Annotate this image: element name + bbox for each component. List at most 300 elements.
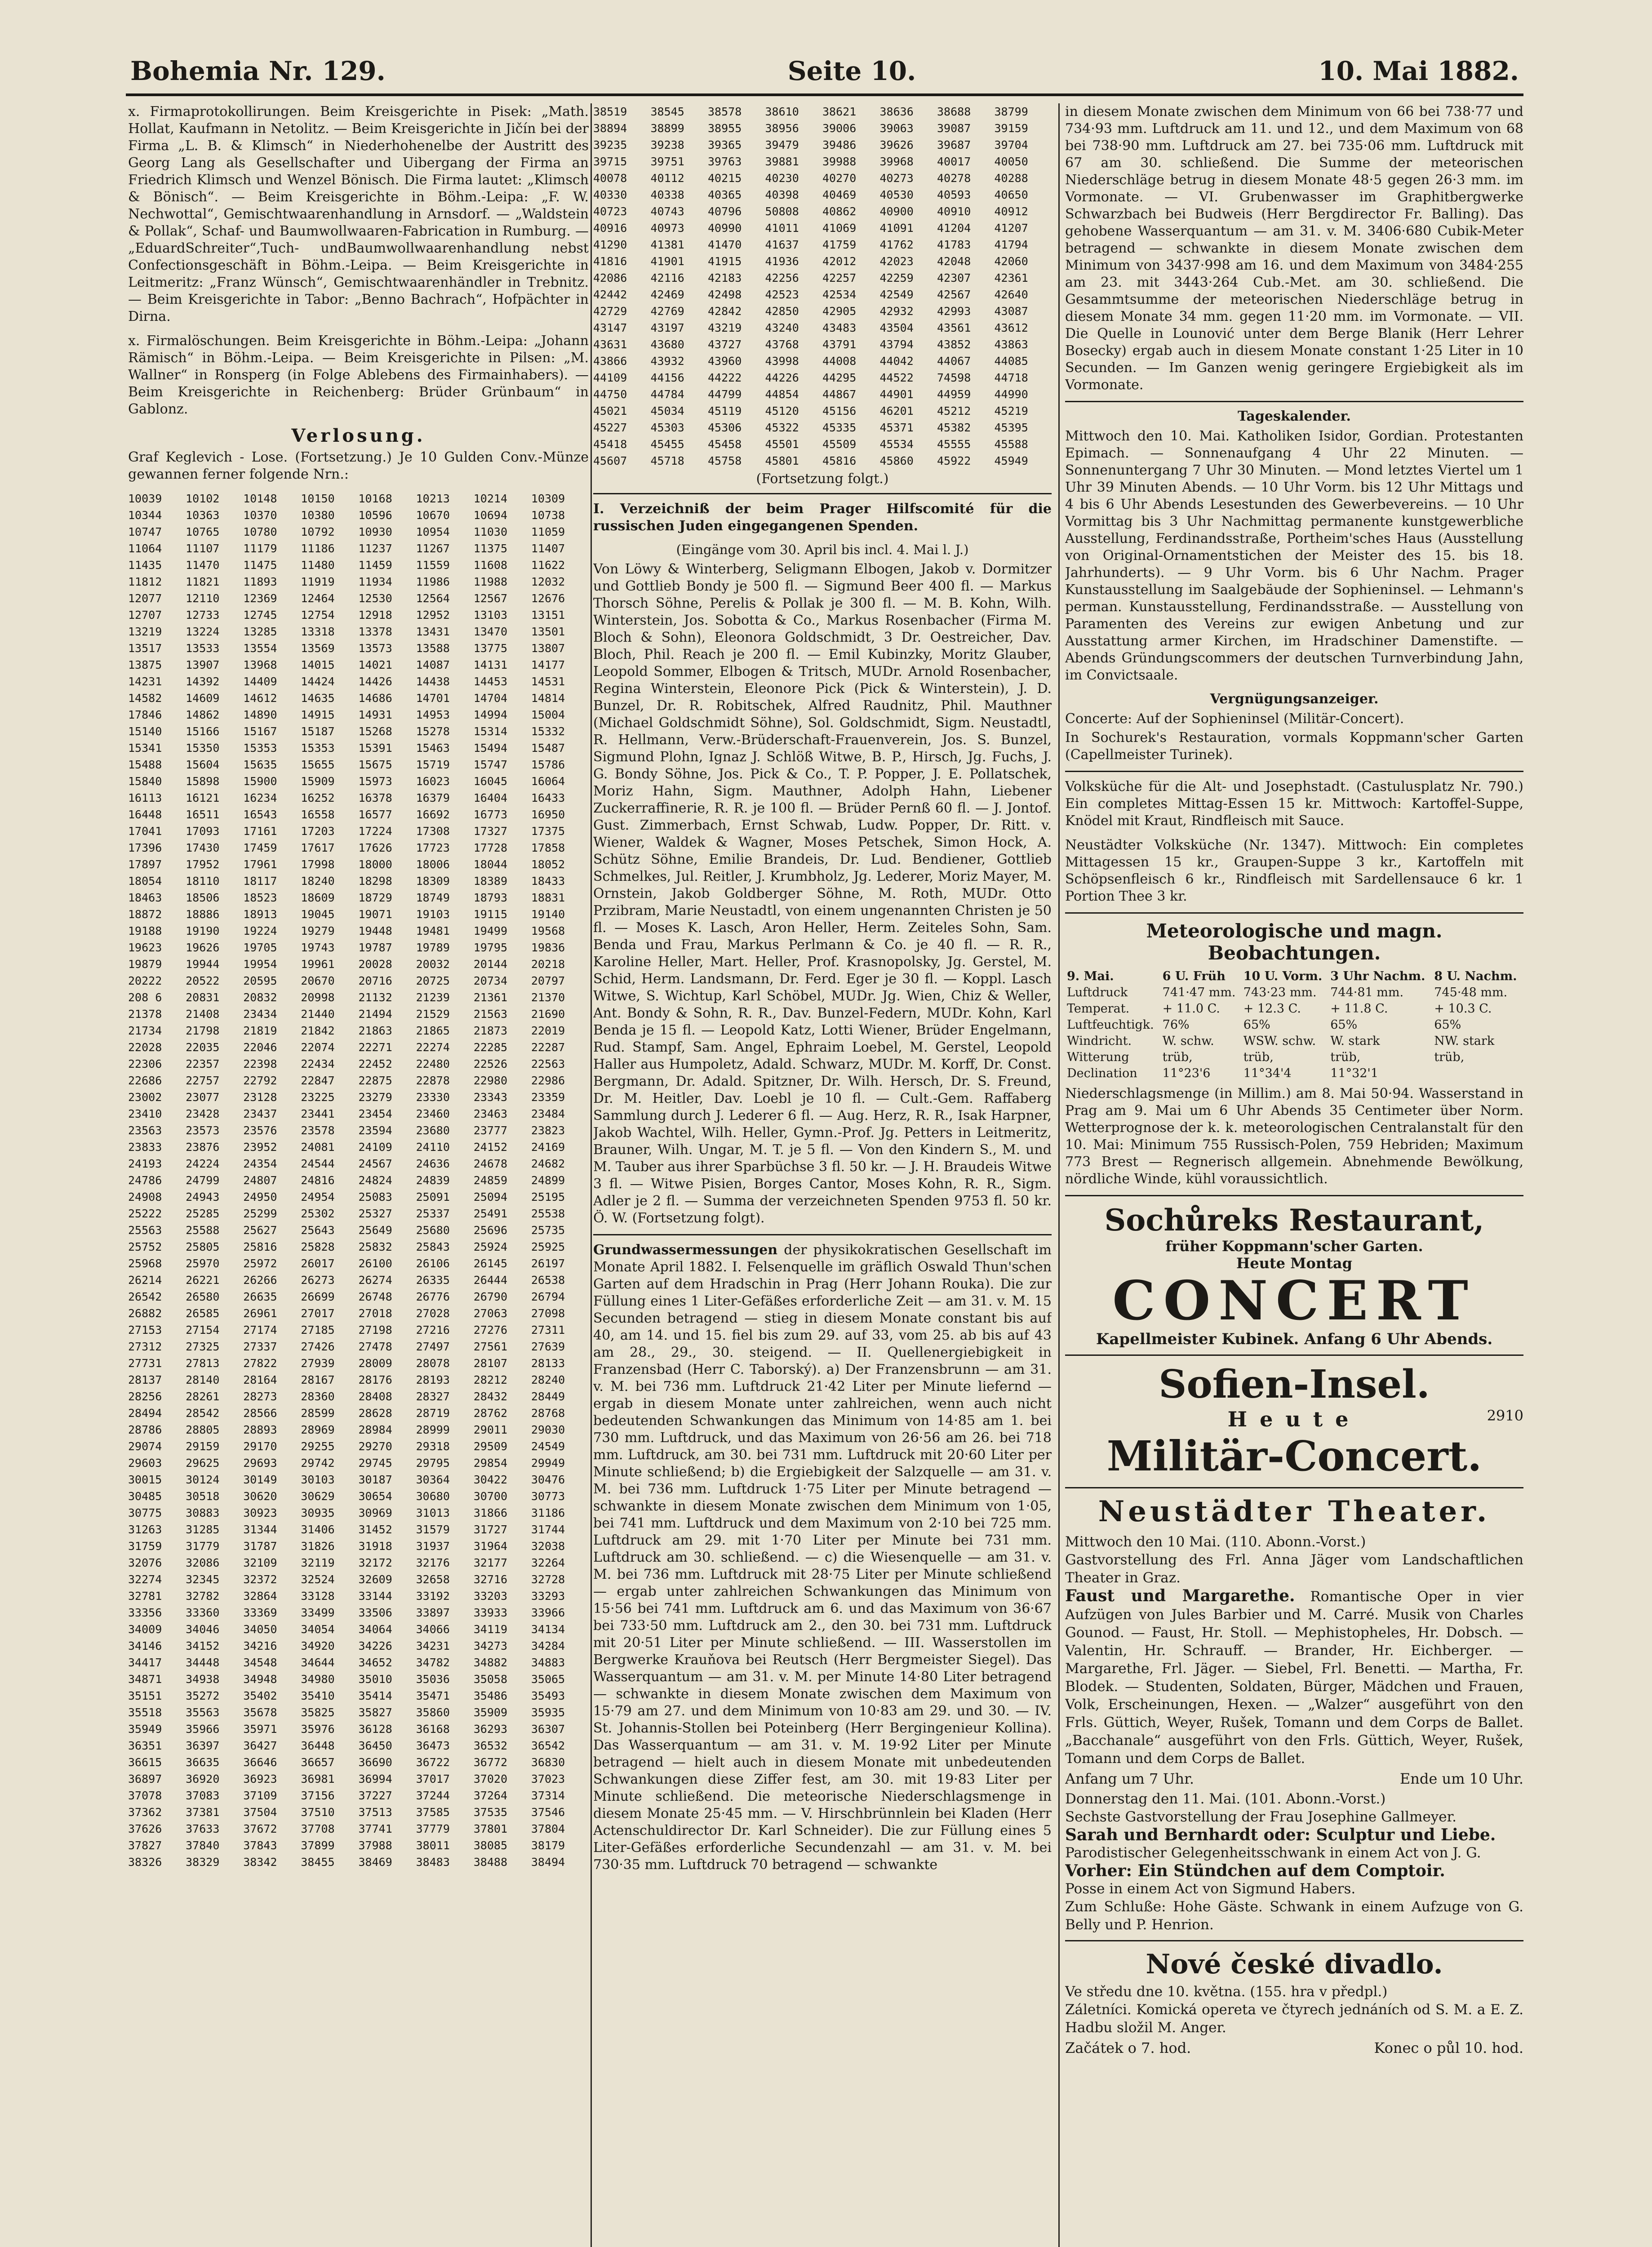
lottery-number: 34920 (301, 1639, 335, 1652)
lottery-number: 40973 (650, 222, 684, 235)
lottery-number: 21819 (243, 1024, 277, 1037)
lottery-number: 27198 (358, 1323, 392, 1337)
lottery-number: 30654 (358, 1490, 392, 1503)
page-number: Seite 10. (787, 55, 916, 86)
lottery-number: 23594 (358, 1124, 392, 1137)
lottery-number: 27017 (301, 1307, 335, 1320)
lottery-number: 44799 (708, 388, 742, 401)
lottery-number: 34871 (128, 1673, 162, 1686)
lottery-number: 36532 (473, 1739, 508, 1752)
lottery-number: 28494 (128, 1407, 162, 1420)
lottery-number: 42307 (937, 271, 971, 284)
lottery-number: 38894 (593, 122, 627, 135)
lottery-number: 36646 (243, 1756, 277, 1769)
lottery-number: 32086 (186, 1556, 220, 1569)
theatre-guest: Gastvorstellung des Frl. Anna Jäger vom Landschaftlichen Theater in Graz. (1065, 1552, 1523, 1586)
lottery-number: 14426 (358, 675, 392, 688)
issue-number: Bohemia Nr. 129. (130, 55, 386, 86)
meteorology-row (1065, 1049, 1523, 1066)
lottery-number: 24807 (243, 1174, 277, 1187)
lottery-number: 19836 (531, 941, 565, 954)
lottery-number: 20028 (358, 958, 392, 971)
lottery-number: 27153 (128, 1323, 162, 1337)
lottery-number: 39704 (994, 138, 1028, 151)
lottery-number: 17430 (186, 841, 220, 854)
lottery-number: 43197 (650, 321, 684, 334)
lottery-number: 29030 (531, 1423, 565, 1436)
lottery-number: 11059 (531, 525, 565, 538)
lottery-number: 24908 (128, 1190, 162, 1203)
lottery-number: 18052 (531, 858, 565, 871)
section-rule (1065, 912, 1523, 914)
lottery-number: 35935 (531, 1706, 565, 1719)
lottery-number: 45034 (650, 404, 684, 417)
lottery-number: 42012 (822, 255, 857, 268)
lottery-number: 32038 (531, 1540, 565, 1553)
lottery-number: 44295 (822, 371, 857, 384)
lottery-number: 21440 (301, 1008, 335, 1021)
lottery-number: 25968 (128, 1257, 162, 1270)
lottery-number: 39881 (765, 155, 799, 168)
lottery-number: 39486 (822, 138, 857, 151)
lottery-number: 22434 (301, 1057, 335, 1070)
lottery-number: 13875 (128, 658, 162, 671)
lottery-number: 41915 (708, 255, 742, 268)
lottery-number: 19071 (358, 908, 392, 921)
lottery-number: 17396 (128, 841, 162, 854)
lottery-number: 40910 (937, 205, 971, 218)
lottery-number: 34009 (128, 1623, 162, 1636)
lottery-number: 34050 (243, 1623, 277, 1636)
lottery-number: 27028 (416, 1307, 450, 1320)
lottery-number: 17161 (243, 825, 277, 838)
czech-theatre-end: Konec o půl 10. hod. (1374, 2039, 1523, 2056)
lottery-number: 39159 (994, 122, 1028, 135)
lottery-number: 37804 (531, 1822, 565, 1835)
section-rule (1065, 1487, 1523, 1488)
lottery-number: 44222 (708, 371, 742, 384)
lottery-number: 25285 (186, 1207, 220, 1220)
lottery-title: Verlosung. (291, 425, 426, 446)
lottery-number: 29603 (128, 1457, 162, 1470)
lottery-number: 45501 (765, 438, 799, 451)
lottery-number: 25970 (186, 1257, 220, 1270)
column-3 (1065, 103, 1523, 2247)
lottery-number: 26748 (358, 1290, 392, 1303)
lottery-number: 42842 (708, 305, 742, 318)
lottery-number: 12918 (358, 608, 392, 622)
lottery-number: 21370 (531, 991, 565, 1004)
lottery-number: 36615 (128, 1756, 162, 1769)
lottery-number: 25696 (473, 1224, 508, 1237)
lottery-number: 22074 (301, 1041, 335, 1054)
section-rule (1065, 401, 1523, 402)
lottery-number: 37381 (186, 1806, 220, 1819)
lottery-number: 26145 (473, 1257, 508, 1270)
lottery-number: 26961 (243, 1307, 277, 1320)
lottery-number: 42060 (994, 255, 1028, 268)
lottery-number: 28408 (358, 1390, 392, 1403)
lottery-number: 43219 (708, 321, 742, 334)
lottery-number: 10954 (416, 525, 450, 538)
lottery-number: 44008 (822, 355, 857, 368)
lottery-number: 23563 (128, 1124, 162, 1137)
lottery-number: 12110 (186, 592, 220, 605)
lottery-number: 34652 (358, 1656, 392, 1669)
lottery-number: 45371 (879, 421, 914, 434)
lottery-number: 43863 (994, 338, 1028, 351)
column-divider (591, 103, 592, 2247)
lottery-number: 15747 (473, 758, 508, 771)
meteorology-row (1065, 1033, 1523, 1049)
lottery-number: 34273 (473, 1639, 508, 1652)
lottery-number: 38955 (708, 122, 742, 135)
lottery-number: 18433 (531, 875, 565, 888)
lottery-number: 16773 (473, 808, 508, 821)
lottery-number: 17961 (243, 858, 277, 871)
lottery-number: 14015 (301, 658, 335, 671)
lottery-number: 27561 (473, 1340, 508, 1353)
lottery-number: 37362 (128, 1806, 162, 1819)
theatre-next-guest: Sechste Gastvorstellung der Frau Josephine Gallmeyer. (1065, 1809, 1457, 1825)
lottery-number: 34938 (186, 1673, 220, 1686)
lottery-number: 23573 (186, 1124, 220, 1137)
lottery-number: 11435 (128, 559, 162, 572)
lottery-number: 28893 (243, 1423, 277, 1436)
lottery-number: 12676 (531, 592, 565, 605)
lottery-number: 21798 (186, 1024, 220, 1037)
meteorology-cell: Luftdruck (1067, 986, 1128, 999)
lottery-number: 10148 (243, 492, 277, 505)
lottery-number: 17846 (128, 708, 162, 721)
theatre-before-details: Posse in einem Act von Sigmund Habers. (1065, 1881, 1356, 1897)
lottery-number: 45718 (650, 454, 684, 467)
lottery-number: 35058 (473, 1673, 508, 1686)
lottery-number: 28327 (416, 1390, 450, 1403)
lottery-number: 26106 (416, 1257, 450, 1270)
lottery-number: 41091 (879, 222, 914, 235)
lottery-number: 22357 (186, 1057, 220, 1070)
lottery-number: 32524 (301, 1573, 335, 1586)
lottery-number: 28449 (531, 1390, 565, 1403)
lottery-number: 45227 (593, 421, 627, 434)
lottery-number: 42729 (593, 305, 627, 318)
lottery-number: 13573 (358, 642, 392, 655)
lottery-number: 29170 (243, 1440, 277, 1453)
lottery-number: 34231 (416, 1639, 450, 1652)
lottery-number: 18831 (531, 891, 565, 904)
lottery-number: 25649 (358, 1224, 392, 1237)
lottery-number: 27018 (358, 1307, 392, 1320)
lottery-number-table (128, 490, 589, 1870)
lottery-number: 28969 (301, 1423, 335, 1436)
lottery-number: 38455 (301, 1856, 335, 1869)
lottery-number: 24824 (358, 1174, 392, 1187)
lottery-number: 18609 (301, 891, 335, 904)
lottery-number: 10039 (128, 492, 162, 505)
lottery-number: 42259 (879, 271, 914, 284)
lottery-number: 25828 (301, 1240, 335, 1253)
lottery-number: 18110 (186, 875, 220, 888)
lottery-number: 26542 (128, 1290, 162, 1303)
lottery-number: 36128 (358, 1723, 392, 1736)
lottery-number: 28133 (531, 1357, 565, 1370)
lottery-number: 44067 (937, 355, 971, 368)
lottery-number: 28273 (243, 1390, 277, 1403)
lottery-number: 34066 (416, 1623, 450, 1636)
lottery-number: 35402 (243, 1689, 277, 1702)
lottery-number: 21529 (416, 1008, 450, 1021)
lottery-number: 17858 (531, 841, 565, 854)
lottery-number: 26100 (358, 1257, 392, 1270)
lottery-number: 36450 (358, 1739, 392, 1752)
lottery-number: 30149 (243, 1473, 277, 1486)
lottery-number: 37109 (243, 1789, 277, 1802)
lottery-number: 16064 (531, 775, 565, 788)
lottery-number: 24169 (531, 1141, 565, 1154)
lottery-number: 18506 (186, 891, 220, 904)
lottery-number: 22847 (301, 1074, 335, 1087)
lottery-number: 40530 (879, 188, 914, 201)
lottery-number: 32172 (358, 1556, 392, 1569)
lottery-number: 18298 (358, 875, 392, 888)
lottery-number: 18793 (473, 891, 508, 904)
lottery-number: 43791 (822, 338, 857, 351)
lottery-number: 19190 (186, 924, 220, 937)
lottery-number: 23876 (186, 1141, 220, 1154)
meteorology-header-cell: 10 U. Vorm. (1243, 969, 1323, 983)
lottery-number: 23002 (128, 1091, 162, 1104)
lottery-number: 14453 (473, 675, 508, 688)
lottery-number: 11934 (358, 575, 392, 588)
lottery-number: 43631 (593, 338, 627, 351)
lottery-number: 40365 (708, 188, 742, 201)
lottery-number: 27312 (128, 1340, 162, 1353)
lottery-number: 12952 (416, 608, 450, 622)
lottery-number: 32658 (416, 1573, 450, 1586)
lottery-number: 31727 (473, 1523, 508, 1536)
lottery-number: 21690 (531, 1008, 565, 1021)
lottery-number: 40112 (650, 172, 684, 185)
lottery-number: 10694 (473, 509, 508, 522)
entertainment-restaurant: In Sochurek's Restauration, vormals Koppmann'scher Garten (Capellmeister Turinek). (1065, 730, 1523, 763)
lottery-number: 18000 (358, 858, 392, 871)
lottery-number: 34046 (186, 1623, 220, 1636)
lottery-number: 42086 (593, 271, 627, 284)
meteorology-cell: Luftfeuchtigk. (1067, 1018, 1154, 1032)
lottery-number: 19568 (531, 924, 565, 937)
lottery-number: 39479 (765, 138, 799, 151)
lottery-number: 35518 (128, 1706, 162, 1719)
lottery-number: 13775 (473, 642, 508, 655)
meteorology-cell: 11°34'4 (1243, 1066, 1292, 1080)
lottery-number: 208 6 (128, 991, 162, 1004)
lottery-number: 25302 (301, 1207, 335, 1220)
lottery-number: 40862 (822, 205, 857, 218)
lottery-number: 15487 (531, 742, 565, 755)
lottery-number: 27174 (243, 1323, 277, 1337)
lottery-number: 37840 (186, 1839, 220, 1852)
lottery-number: 25094 (473, 1190, 508, 1203)
lottery-number: 40469 (822, 188, 857, 201)
lottery-number: 31285 (186, 1523, 220, 1536)
lottery-number: 31787 (243, 1540, 277, 1553)
lottery-number: 37626 (128, 1822, 162, 1835)
lottery-number: 38085 (473, 1839, 508, 1852)
meteorology-cell: 65% (1434, 1018, 1461, 1032)
lottery-number: 28240 (531, 1373, 565, 1386)
section-rule (1065, 771, 1523, 772)
lottery-number: 31866 (473, 1506, 508, 1519)
lottery-number: 12369 (243, 592, 277, 605)
lottery-number: 28786 (128, 1423, 162, 1436)
lottery-number: 17626 (358, 841, 392, 854)
lottery-number: 11821 (186, 575, 220, 588)
lottery-number: 43852 (937, 338, 971, 351)
lottery-number: 26580 (186, 1290, 220, 1303)
lottery-number: 24549 (531, 1440, 565, 1453)
lottery-number: 40078 (593, 172, 627, 185)
lottery-number: 13431 (416, 625, 450, 638)
lottery-number: 40288 (994, 172, 1028, 185)
theatre-start: Anfang um 7 Uhr. (1065, 1770, 1195, 1787)
lottery-number: 36920 (186, 1772, 220, 1785)
theatre-play-details: Romantische Oper in vier Aufzügen von Jules Barbier und M. Carré. Musik von Charles Gounod. — Faust, Hr. Stoll. — Mephistopheles, Hr. Dobsch. — Valentin, Hr. Schrauff. — Brander, Hr. Eichberger. — Margarethe, Frl. Jäger. — Siebel, Frl. Benetti. — Martha, Fr. Blodek. — Studenten, Soldaten, Bürger, Mädchen und Frauen, Volk, Erscheinungen, Hexen. — „Walzer“ ausgeführt von den Frls. Güttich, Weyer, Rušek, Tomann und dem Corps de Ballet. „Bacchanale“ ausgeführt von den Frls. Güttich, Weyer, Rušek, Tomann und dem Corps de Ballet. (1065, 1589, 1523, 1767)
lottery-number: 16511 (186, 808, 220, 821)
lottery-number: 31452 (358, 1523, 392, 1536)
lottery-number: 22980 (473, 1074, 508, 1087)
lottery-number: 15167 (243, 725, 277, 738)
lottery-number: 34883 (531, 1656, 565, 1669)
meteorology-title: Meteorologische und magn. Beobachtungen. (1146, 920, 1443, 964)
lottery-number: 11812 (128, 575, 162, 588)
lottery-number: 16558 (301, 808, 335, 821)
lottery-number: 11107 (186, 542, 220, 555)
lottery-number: 45119 (708, 404, 742, 417)
lottery-number: 33506 (358, 1606, 392, 1619)
restaurant-ad-footer: Kapellmeister Kubinek. Anfang 6 Uhr Abends. (1096, 1330, 1493, 1348)
lottery-number: 19188 (128, 924, 162, 937)
meteorology-cell: NW. stark (1434, 1034, 1495, 1048)
lottery-number: 17093 (186, 825, 220, 838)
lottery-number: 31826 (301, 1540, 335, 1553)
lottery-number: 35825 (301, 1706, 335, 1719)
lottery-number: 45588 (994, 438, 1028, 451)
lottery-number: 22035 (186, 1041, 220, 1054)
lottery-number: 15187 (301, 725, 335, 738)
lottery-number: 43147 (593, 321, 627, 334)
lottery-number: 20998 (301, 991, 335, 1004)
lottery-number: 32109 (243, 1556, 277, 1569)
lottery-number: 29949 (531, 1457, 565, 1470)
lottery-number: 29509 (473, 1440, 508, 1453)
entertainment-title: Vergnügungsanzeiger. (1210, 691, 1379, 707)
lottery-number: 12733 (186, 608, 220, 622)
lottery-number: 27337 (243, 1340, 277, 1353)
lottery-number: 33360 (186, 1606, 220, 1619)
lottery-number: 38011 (416, 1839, 450, 1852)
lottery-number: 37672 (243, 1822, 277, 1835)
lottery-number: 45120 (765, 404, 799, 417)
lottery-number: 32864 (243, 1590, 277, 1603)
lottery-number: 43240 (765, 321, 799, 334)
lottery-number: 17203 (301, 825, 335, 838)
lottery-number: 27731 (128, 1357, 162, 1370)
lottery-number: 25627 (243, 1224, 277, 1237)
lottery-number: 42567 (937, 288, 971, 301)
lottery-number: 18054 (128, 875, 162, 888)
lottery-number: 13224 (186, 625, 220, 638)
lottery-number: 28009 (358, 1357, 392, 1370)
lottery-number: 38899 (650, 122, 684, 135)
lottery-number: 28984 (358, 1423, 392, 1436)
lottery-number: 42048 (937, 255, 971, 268)
lottery-number: 37083 (186, 1789, 220, 1802)
lottery-number: 17728 (473, 841, 508, 854)
meteorology-row (1065, 1066, 1523, 1082)
lottery-number: 35860 (416, 1706, 450, 1719)
lottery-number: 39063 (879, 122, 914, 135)
sofien-ad-concert: Militär-Concert. (1106, 1432, 1482, 1480)
lottery-number: 27478 (358, 1340, 392, 1353)
lottery-number: 28566 (243, 1407, 277, 1420)
lottery-number: 15350 (186, 742, 220, 755)
lottery-number: 35563 (186, 1706, 220, 1719)
lottery-number: 14704 (473, 692, 508, 705)
lottery-number: 26882 (128, 1307, 162, 1320)
lottery-number: 35971 (243, 1723, 277, 1736)
lottery-number: 23441 (301, 1107, 335, 1120)
lottery-number: 13470 (473, 625, 508, 638)
theatre-date: Mittwoch den 10 Mai. (110. Abonn.-Vorst.) (1065, 1534, 1366, 1550)
lottery-number: 29854 (473, 1457, 508, 1470)
lottery-number: 30775 (128, 1506, 162, 1519)
lottery-number: 11375 (473, 542, 508, 555)
lottery-number: 29011 (473, 1423, 508, 1436)
lottery-number: 23128 (243, 1091, 277, 1104)
lottery-number: 23823 (531, 1124, 565, 1137)
lottery-number: 37244 (416, 1789, 450, 1802)
lottery-number: 13554 (243, 642, 277, 655)
lottery-number: 20595 (243, 974, 277, 987)
lottery-number: 39087 (937, 122, 971, 135)
lottery-number: 25083 (358, 1190, 392, 1203)
lottery-number: 27325 (186, 1340, 220, 1353)
lottery-number: 22875 (358, 1074, 392, 1087)
lottery-number: 10780 (243, 525, 277, 538)
lottery-number: 11988 (473, 575, 508, 588)
lottery-number: 14424 (301, 675, 335, 688)
meteorology-cell: W. schw. (1162, 1034, 1214, 1048)
lottery-number: 18389 (473, 875, 508, 888)
lottery-number: 19224 (243, 924, 277, 937)
lottery-number: 31263 (128, 1523, 162, 1536)
lottery-number: 40593 (937, 188, 971, 201)
lottery-number: 12032 (531, 575, 565, 588)
lottery-number: 29074 (128, 1440, 162, 1453)
lottery-number: 18913 (243, 908, 277, 921)
lottery-number: 32076 (128, 1556, 162, 1569)
lottery-number: 20725 (416, 974, 450, 987)
lottery-number: 14131 (473, 658, 508, 671)
lottery-number: 28432 (473, 1390, 508, 1403)
lottery-number: 36897 (128, 1772, 162, 1785)
meteorology-cell: trüb, (1434, 1050, 1465, 1064)
lottery-number: 36473 (416, 1739, 450, 1752)
lottery-number: 44226 (765, 371, 799, 384)
kitchen-text-2: Neustädter Volksküche (Nr. 1347). Mittwoch: Ein completes Mittagessen 15 kr., Graupen-Suppe 3 kr., Kartoffeln mit Schöpsenfleisch 6 kr., Rindfleisch mit Sardellensauce 6 kr. 1 Portion Thee 3 kr. (1065, 837, 1523, 904)
lottery-number: 23833 (128, 1141, 162, 1154)
